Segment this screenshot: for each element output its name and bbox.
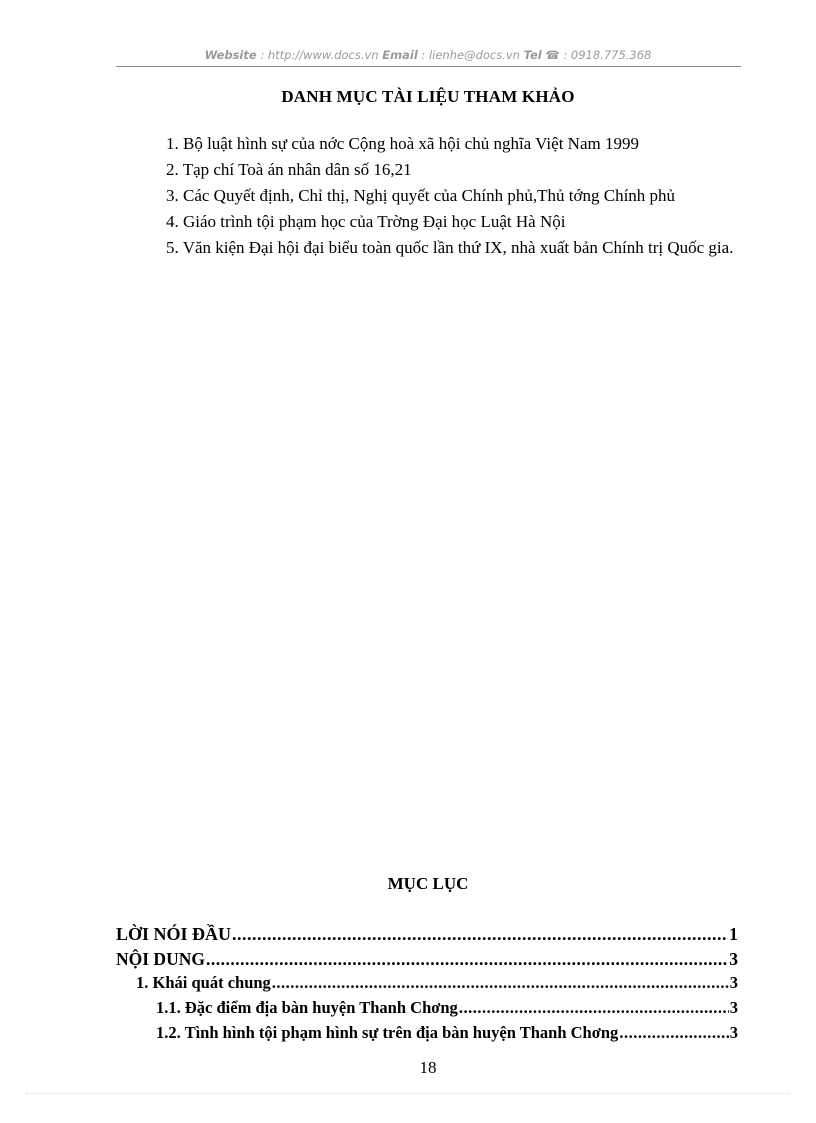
page-header (116, 48, 740, 62)
toc-entry[interactable] (156, 1022, 738, 1044)
toc-entry-label: LỜI NÓI ĐẦU (116, 924, 232, 944)
reference-item: 1. Bộ luật hình sự của nớc Cộng hoà xã hội chủ nghĩa Việt Nam 1999 (166, 134, 639, 153)
tel-label: Tel (523, 48, 542, 62)
toc-leader-dots (206, 948, 728, 970)
toc-entry-page: 1 (729, 924, 738, 944)
toc-entry-label: 1. Khái quát chung (136, 973, 271, 992)
toc-entry-label: 1.2. Tình hình tội phạm hình sự trên địa bàn huyện Thanh Chơng (156, 1023, 619, 1042)
page-number: 18 (419, 1058, 437, 1077)
toc-entry-page: 3 (729, 1023, 738, 1042)
toc-title: MỤC LỤC (387, 874, 469, 893)
reference-item: 5. Văn kiện Đại hội đại biểu toàn quốc lần thứ IX, nhà xuất bản Chính trị Quốc gia. (166, 238, 734, 257)
references-title: DANH MỤC TÀI LIỆU THAM KHẢO (281, 87, 575, 106)
toc-entry[interactable] (116, 948, 738, 970)
website-value: : http://www.docs.vn (256, 48, 383, 62)
references-list (116, 131, 738, 261)
reference-item: 3. Các Quyết định, Chỉ thị, Nghị quyết của Chính phủ,Thủ tớng Chính phủ (166, 186, 676, 205)
reference-item: 2. Tạp chí Toà án nhân dân số 16,21 (166, 160, 412, 179)
toc-entry-label: 1.1. Đặc điểm địa bàn huyện Thanh Chơng (156, 998, 458, 1017)
toc-entry[interactable] (156, 997, 738, 1019)
footer-divider (26, 1093, 790, 1094)
website-label: Website (204, 48, 257, 62)
toc-entry-page: 3 (729, 949, 738, 969)
toc-leader-dots (272, 972, 729, 994)
toc-leader-dots (232, 923, 728, 945)
toc-entry-label: NỘI DUNG (116, 949, 205, 969)
toc-leader-dots (619, 1022, 728, 1044)
toc-leader-dots (459, 997, 729, 1019)
tel-value: ☎ : 0918.775.368 (541, 48, 652, 62)
header-divider (116, 66, 741, 67)
email-label: Email (382, 48, 418, 62)
toc-entry-page: 3 (729, 973, 738, 992)
reference-item: 4. Giáo trình tội phạm học của Trờng Đại học Luật Hà Nội (166, 212, 566, 231)
toc-entry[interactable] (136, 972, 738, 994)
email-value: : lienhe@docs.vn (417, 48, 524, 62)
toc-entry[interactable] (116, 923, 738, 945)
toc-entry-page: 3 (729, 998, 738, 1017)
